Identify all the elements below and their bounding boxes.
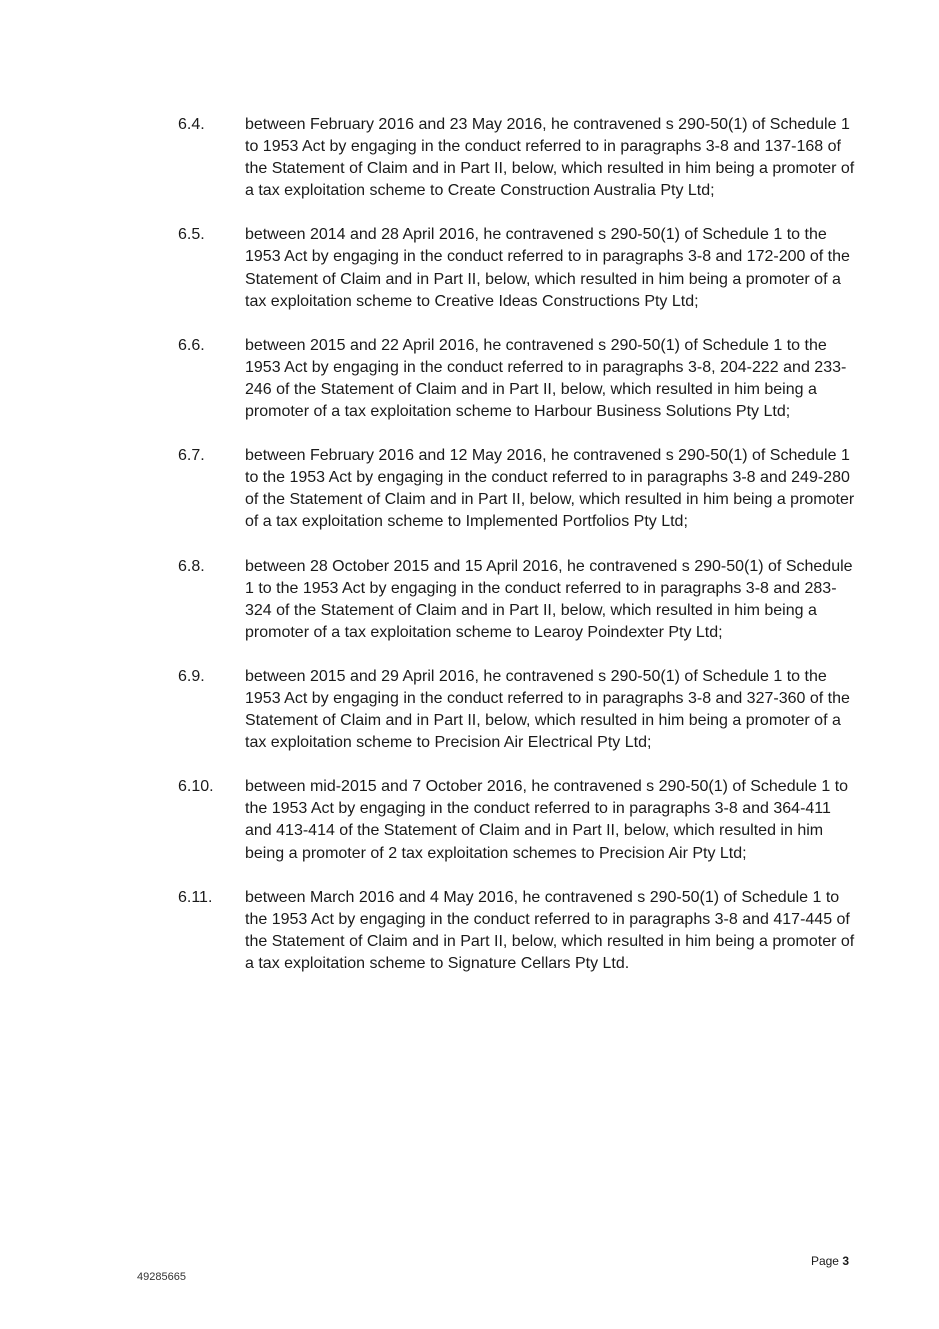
paragraph-text: between 2015 and 29 April 2016, he contravened s 290-50(1) of Schedule 1 to the 1953 Act by engaging in the conduct referred to in paragraphs 3-8 and 327-360 of the Statement of Claim and in Part II, below, which resulted in him being a promoter of a tax exploitation scheme to Precision Air Electrical Pty Ltd; xyxy=(245,667,850,752)
paragraph-number: 6.9. xyxy=(178,667,205,685)
paragraph-number: 6.6. xyxy=(178,336,205,354)
paragraph-text: between February 2016 and 12 May 2016, he contravened s 290-50(1) of Schedule 1 to the 1953 Act by engaging in the conduct referred to in paragraphs 3-8 and 249-280 of the Statement of Claim and in Part II, below, which resulted in him being a promoter of a tax exploitation scheme to Implemented Portfolios Pty Ltd; xyxy=(245,447,855,531)
paragraph-text: between mid-2015 and 7 October 2016, he contravened s 290-50(1) of Schedule 1 to the 1953 Act by engaging in the conduct referred to in paragraphs 3-8 and 364-411 and 413-414 of the Statement of Claim and in Part II, below, which resulted in him being a promoter of 2 tax exploitation schemes to Precision Air Pty Ltd; xyxy=(245,778,849,862)
paragraph xyxy=(178,776,858,864)
paragraph-text: between 2015 and 22 April 2016, he contravened s 290-50(1) of Schedule 1 to the 1953 Act by engaging in the conduct referred to in paragraphs 3-8, 204-222 and 233-246 of the Statement of Claim and in Part II, below, which resulted in him being a promoter of a tax exploitation scheme to Harbour Business Solutions Pty Ltd; xyxy=(245,336,847,421)
paragraph-number: 6.7. xyxy=(178,447,205,465)
page-number-value: 3 xyxy=(842,1254,849,1268)
document-id: 49285665 xyxy=(137,1271,186,1283)
paragraph xyxy=(178,887,858,975)
paragraph-text: between March 2016 and 4 May 2016, he contravened s 290-50(1) of Schedule 1 to the 1953 Act by engaging in the conduct referred to in paragraphs 3-8 and 417-445 of the Statement of Claim and in Part II, below, which resulted in him being a promoter of a tax exploitation scheme to Signature Cellars Pty Ltd. xyxy=(245,888,855,972)
paragraph-number: 6.11. xyxy=(178,888,213,906)
paragraph xyxy=(178,224,858,312)
paragraph-number: 6.10. xyxy=(178,778,214,796)
paragraph-number: 6.5. xyxy=(178,226,205,244)
paragraph xyxy=(178,114,858,202)
paragraph xyxy=(178,666,858,754)
paragraph-text: between 28 October 2015 and 15 April 2016, he contravened s 290-50(1) of Schedule 1 to the 1953 Act by engaging in the conduct referred to in paragraphs 3-8 and 283-324 of the Statement of Claim and in Part II, below, which resulted in him being a promoter of a tax exploitation scheme to Learoy Poindexter Pty Ltd; xyxy=(245,557,853,641)
paragraph-text: between 2014 and 28 April 2016, he contravened s 290-50(1) of Schedule 1 to the 1953 Act by engaging in the conduct referred to in paragraphs 3-8 and 172-200 of the Statement of Claim and in Part II, below, which resulted in him being a promoter of a tax exploitation scheme to Creative Ideas Constructions Pty Ltd; xyxy=(245,226,850,310)
paragraph xyxy=(178,556,858,644)
paragraph-list xyxy=(178,114,858,997)
page-number xyxy=(811,1254,849,1268)
paragraph-text: between February 2016 and 23 May 2016, he contravened s 290-50(1) of Schedule 1 to 1953 Act by engaging in the conduct referred to in paragraphs 3-8 and 137-168 of the Statement of Claim and in Part II, below, which resulted in him being a promoter of a tax exploitation scheme to Create Construction Australia Pty Ltd; xyxy=(245,116,855,200)
paragraph xyxy=(178,445,858,533)
paragraph-number: 6.4. xyxy=(178,116,205,133)
paragraph xyxy=(178,335,858,423)
paragraph-number: 6.8. xyxy=(178,557,205,575)
page-label: Page xyxy=(810,1254,839,1268)
